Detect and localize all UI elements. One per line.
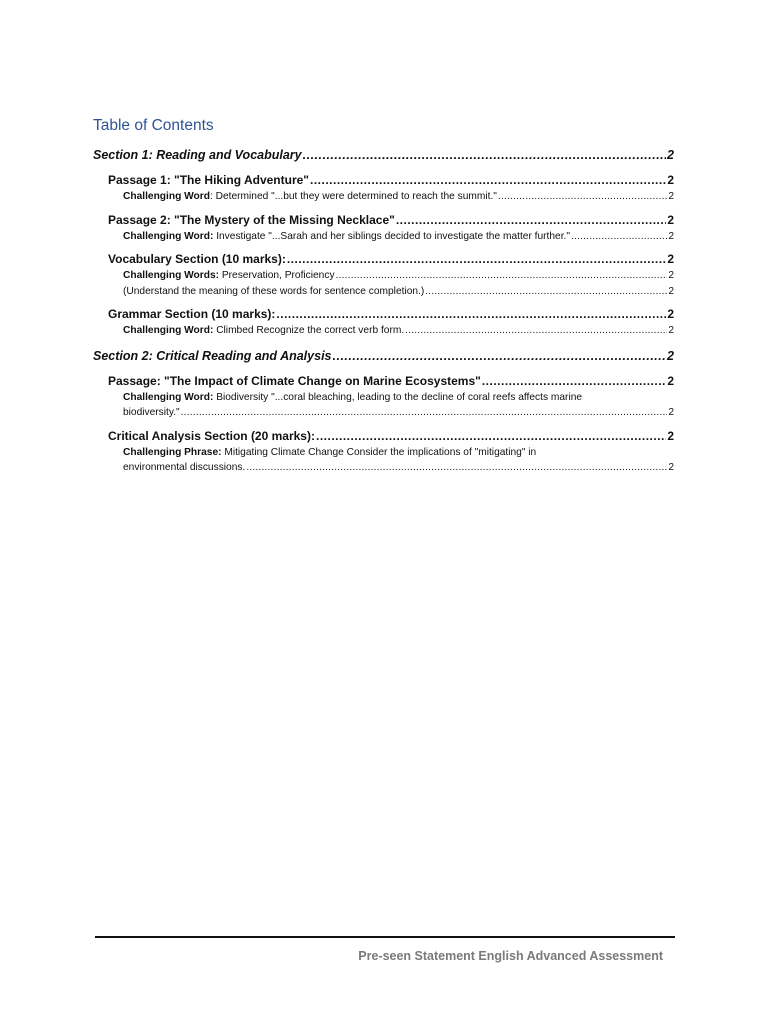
toc-entry-challenging-phrase-line1[interactable] bbox=[93, 447, 674, 463]
page-number: 2 bbox=[667, 212, 674, 227]
leader-dots bbox=[310, 173, 666, 187]
toc-entry-title: Critical Analysis Section (20 marks): bbox=[108, 428, 315, 443]
page-number: 2 bbox=[668, 407, 674, 418]
toc-entry-grammar-section[interactable] bbox=[93, 307, 674, 325]
toc-entry-challenging-phrase-line2[interactable] bbox=[93, 462, 674, 478]
toc-entry-challenging-word[interactable] bbox=[93, 231, 674, 247]
toc-entry-title: Vocabulary Section (10 marks): bbox=[108, 252, 286, 266]
leader-dots bbox=[498, 191, 667, 202]
leader-dots bbox=[336, 270, 668, 281]
page-number: 2 bbox=[668, 191, 674, 202]
challenging-word-label: Challenging Word bbox=[123, 191, 210, 202]
challenging-word-text: Biodiversity "...coral bleaching, leading to the decline of coral reefs affects marine bbox=[213, 391, 583, 403]
page-number: 2 bbox=[667, 148, 674, 162]
challenging-word-text: : Determined "...but they were determined to reach the summit." bbox=[209, 191, 497, 202]
leader-dots bbox=[276, 307, 666, 321]
toc-entry-title: Passage 2: "The Mystery of the Missing Necklace" bbox=[108, 212, 395, 227]
leader-dots bbox=[287, 252, 666, 266]
page-number: 2 bbox=[667, 252, 674, 266]
challenging-phrase-label: Challenging Phrase: bbox=[123, 446, 222, 458]
toc-entry-challenging-words[interactable] bbox=[93, 270, 674, 286]
toc-entry-challenging-word[interactable] bbox=[93, 191, 674, 207]
page-number: 2 bbox=[668, 270, 674, 281]
toc-entry-critical-analysis[interactable] bbox=[93, 429, 674, 447]
page-number: 2 bbox=[668, 230, 674, 242]
leader-dots bbox=[405, 325, 667, 336]
leader-dots bbox=[303, 148, 666, 162]
challenging-word-text: Investigate "...Sarah and her siblings decided to investigate the matter further." bbox=[213, 230, 571, 242]
toc-entry-challenging-word-line1[interactable] bbox=[93, 392, 674, 408]
toc-entry-passage-2[interactable] bbox=[93, 213, 674, 231]
page-number: 2 bbox=[668, 325, 674, 336]
toc-entry-title: Section 1: Reading and Vocabulary bbox=[93, 148, 302, 162]
challenging-phrase-text-cont: environmental discussions. bbox=[123, 462, 246, 473]
page-number: 2 bbox=[667, 348, 674, 363]
page-number: 2 bbox=[667, 173, 674, 187]
toc-entry-section-1[interactable] bbox=[93, 148, 674, 167]
toc-entry-challenging-word-line2[interactable] bbox=[93, 407, 674, 423]
challenging-word-label: Challenging Word: bbox=[123, 325, 214, 336]
page-number: 2 bbox=[668, 462, 674, 473]
table-of-contents bbox=[93, 148, 674, 478]
toc-entry-title: Passage 1: "The Hiking Adventure" bbox=[108, 173, 309, 187]
toc-entry-title: Grammar Section (10 marks): bbox=[108, 307, 276, 321]
toc-entry-passage-1[interactable] bbox=[93, 173, 674, 191]
challenging-phrase-text: Mitigating Climate Change Consider the implications of "mitigating" in bbox=[221, 446, 537, 458]
page-number: 2 bbox=[668, 285, 674, 297]
toc-entry-passage-climate[interactable] bbox=[93, 374, 674, 392]
leader-dots bbox=[571, 231, 667, 242]
leader-dots bbox=[482, 374, 666, 388]
leader-dots bbox=[396, 213, 666, 227]
footer-divider bbox=[95, 936, 675, 938]
page-number: 2 bbox=[667, 373, 674, 388]
toc-entry-vocab-note[interactable] bbox=[93, 286, 674, 302]
leader-dots bbox=[316, 429, 666, 443]
challenging-word-text: Climbed Recognize the correct verb form. bbox=[213, 325, 405, 336]
leader-dots bbox=[181, 407, 668, 418]
toc-entry-vocabulary-section[interactable] bbox=[93, 252, 674, 270]
leader-dots bbox=[333, 349, 667, 363]
toc-entry-challenging-word[interactable] bbox=[93, 325, 674, 341]
footer-text: Pre-seen Statement English Advanced Assessment bbox=[358, 949, 663, 963]
challenging-word-label: Challenging Word: bbox=[123, 230, 214, 242]
challenging-word-text-cont: biodiversity." bbox=[123, 407, 180, 418]
toc-entry-section-2[interactable] bbox=[93, 349, 674, 368]
challenging-words-label: Challenging Words: bbox=[123, 270, 220, 281]
leader-dots bbox=[246, 462, 667, 473]
challenging-word-label: Challenging Word: bbox=[123, 391, 214, 403]
vocab-note-text: (Understand the meaning of these words for sentence completion.) bbox=[123, 285, 425, 297]
toc-entry-title: Passage: "The Impact of Climate Change on Marine Ecosystems" bbox=[108, 373, 481, 388]
toc-heading: Table of Contents bbox=[93, 117, 214, 134]
page-number: 2 bbox=[667, 307, 674, 321]
leader-dots bbox=[425, 286, 667, 297]
challenging-words-text: Preservation, Proficiency bbox=[219, 270, 335, 281]
toc-entry-title: Section 2: Critical Reading and Analysis bbox=[93, 348, 332, 363]
page-number: 2 bbox=[667, 428, 674, 443]
